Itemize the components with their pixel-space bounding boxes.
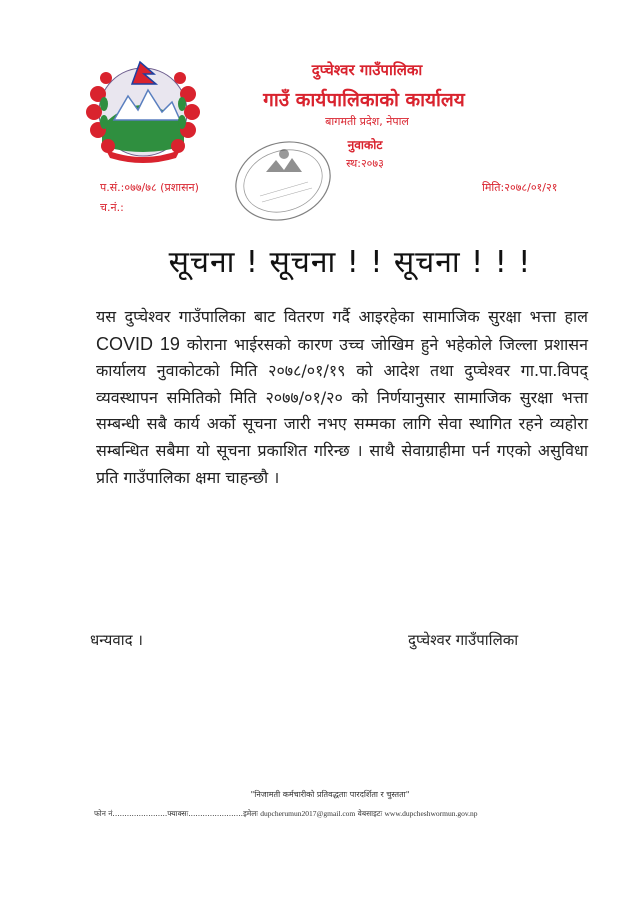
body-text-part-1: यस दुप्चेश्वर गाउँपालिका बाट वितरण गर्दै आइरहेका सामाजिक सुरक्षा भत्ता हाल	[96, 307, 588, 326]
body-text-part-2: कोराना भाईरसको कारण उच्च जोखिम हुने भहेकोले जिल्ला प्रशासन कार्यालय नुवाकोटको मिति २०७८/०१/१९ को आदेश तथा दुप्चेश्वर गा.पा.विपद् व्यवस्थापन समितिको मिति २०७७/०१/२० को निर्णयानुसार सामाजिक सुरक्षा भत्ता सम्बन्धी सबै कार्य अर्को सूचना जारी नभए सम्मका लागि सेवा स्थागित रहने व्यहोरा सम्बन्धित सबैमा यो सूचना प्रकाशित गरिन्छ । साथै सेवाग्राहीमा पर्न गएको असुविधा प्रति गाउँपालिका क्षमा चाहन्छौ ।	[96, 334, 588, 487]
dispatch-number: च.नं.:	[100, 201, 124, 214]
established-year: स्थ:२०७३	[346, 157, 384, 170]
website-link[interactable]: www.dupcheshwormun.gov.np	[384, 809, 478, 818]
office-seal-icon	[228, 136, 338, 226]
municipality-name: दुप्चेश्वर गाउँपालिका	[311, 61, 423, 79]
email-label: इमेलः	[243, 809, 258, 818]
footer-slogan: "निजामती कर्मचारीको प्रतिवद्धताः पारदर्शिता र चुस्तता"	[250, 790, 410, 799]
signatory: दुप्चेश्वर गाउँपालिका	[408, 631, 519, 649]
notice-title: सूचना ! सूचना ! ! सूचना ! ! !	[168, 245, 532, 280]
notice-body	[96, 304, 588, 491]
district-name: नुवाकोट	[347, 138, 383, 152]
email-link[interactable]: dupcherumun2017@gmail.com	[260, 809, 356, 818]
covid-label: COVID 19	[96, 333, 180, 354]
fax-field: फ्याक्सः.......................	[167, 809, 244, 818]
issue-date: मिति:२०७८/०१/२१	[482, 181, 558, 194]
phone-field: फोन नं.......................	[94, 809, 168, 818]
nepal-emblem-icon	[84, 54, 202, 164]
footer-contact	[94, 809, 574, 819]
website-label: वेबसाइटः	[357, 809, 383, 818]
thanks-text: धन्यवाद ।	[90, 631, 143, 649]
office-name: गाउँ कार्यपालिकाको कार्यालय	[263, 89, 465, 111]
province-name: बागमती प्रदेश, नेपाल	[325, 115, 409, 128]
reference-number: प.सं.:०७७/७८ (प्रशासन)	[100, 181, 199, 194]
